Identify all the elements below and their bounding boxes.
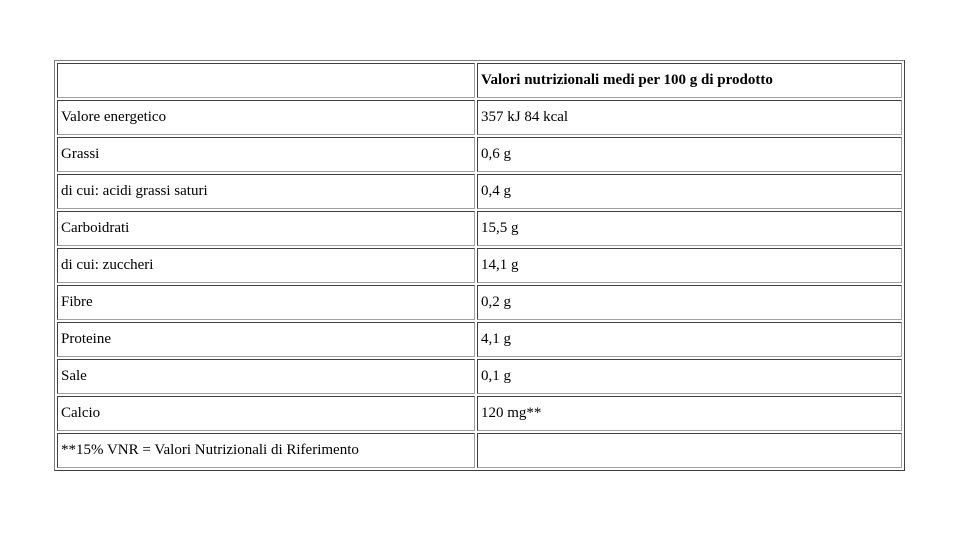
nutrition-facts-table — [54, 60, 905, 471]
table-row — [57, 322, 902, 357]
table-row — [57, 433, 902, 468]
row-value-fat: 0,6 g — [477, 137, 902, 172]
row-value-energy: 357 kJ 84 kcal — [477, 100, 902, 135]
row-value-saturated-fat: 0,4 g — [477, 174, 902, 209]
row-label-salt: Sale — [57, 359, 475, 394]
row-value-calcium: 120 mg** — [477, 396, 902, 431]
row-label-fat: Grassi — [57, 137, 475, 172]
row-value-sugars: 14,1 g — [477, 248, 902, 283]
row-value-salt: 0,1 g — [477, 359, 902, 394]
table-header-row — [57, 63, 902, 98]
table-row — [57, 174, 902, 209]
row-value-fibre: 0,2 g — [477, 285, 902, 320]
table-row — [57, 211, 902, 246]
table-row — [57, 359, 902, 394]
header-label-cell — [57, 63, 475, 98]
row-label-footnote: **15% VNR = Valori Nutrizionali di Riferimento — [57, 433, 475, 468]
row-value-carbohydrates: 15,5 g — [477, 211, 902, 246]
table-row — [57, 137, 902, 172]
row-label-carbohydrates: Carboidrati — [57, 211, 475, 246]
row-label-sugars: di cui: zuccheri — [57, 248, 475, 283]
table-row — [57, 100, 902, 135]
row-value-footnote — [477, 433, 902, 468]
row-label-fibre: Fibre — [57, 285, 475, 320]
row-label-saturated-fat: di cui: acidi grassi saturi — [57, 174, 475, 209]
row-label-protein: Proteine — [57, 322, 475, 357]
row-label-calcium: Calcio — [57, 396, 475, 431]
row-label-energy: Valore energetico — [57, 100, 475, 135]
table-row — [57, 285, 902, 320]
row-value-protein: 4,1 g — [477, 322, 902, 357]
table-row — [57, 248, 902, 283]
table-row — [57, 396, 902, 431]
header-value-cell: Valori nutrizionali medi per 100 g di prodotto — [477, 63, 902, 98]
